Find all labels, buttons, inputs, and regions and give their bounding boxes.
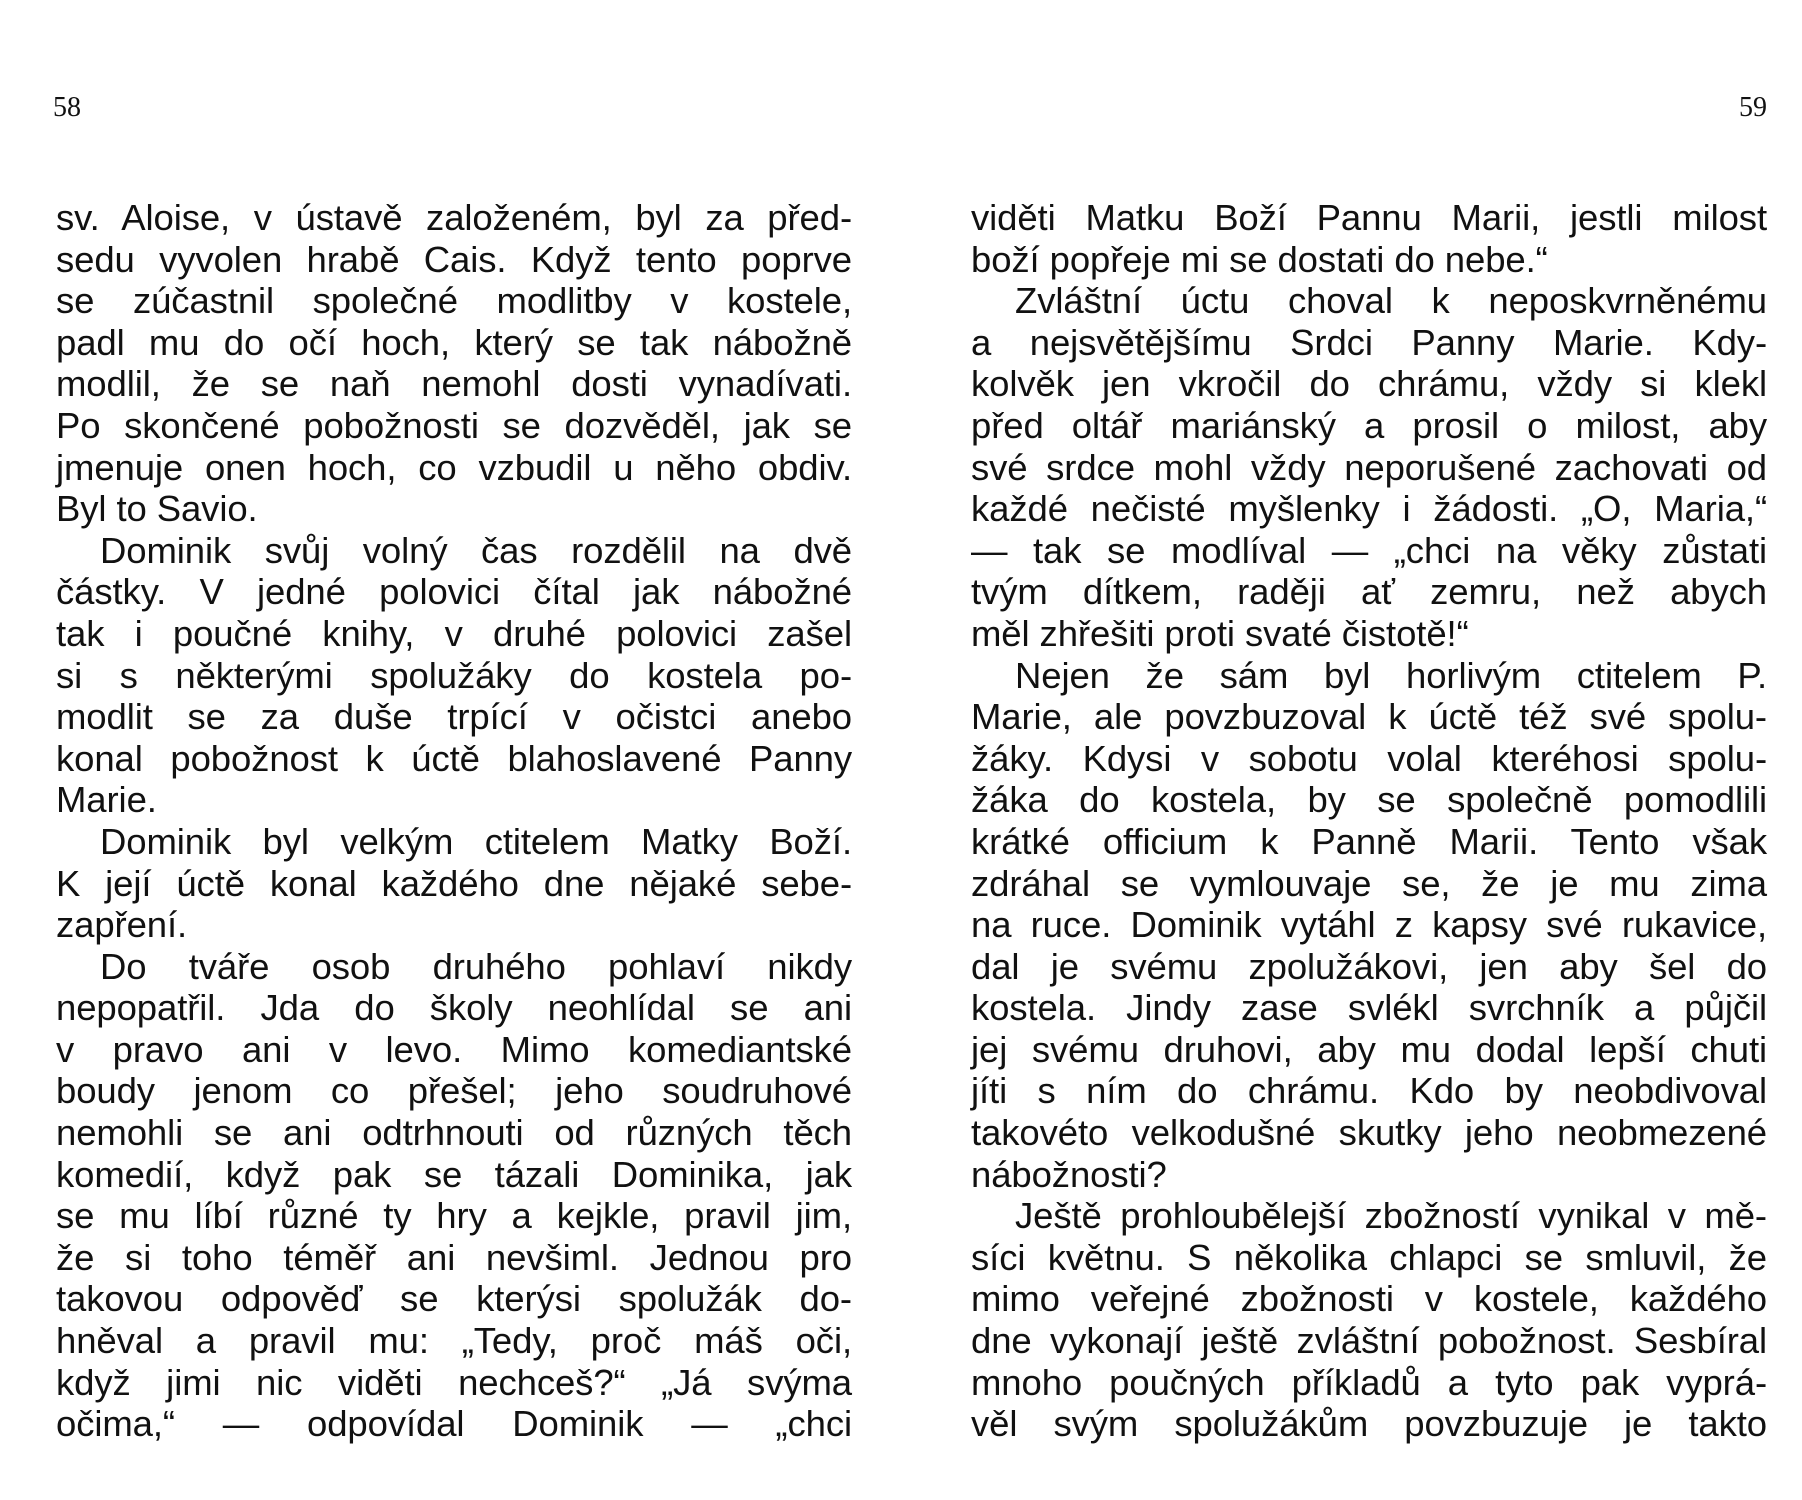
text-line: Dominik svůj volný čas rozdělil na dvě	[100, 529, 852, 571]
text-line: takovou odpověď se kterýsi spolužák do-	[56, 1278, 852, 1320]
text-line: Byl to Savio.	[56, 488, 258, 530]
text-line: krátké officium k Panně Marii. Tento však	[971, 820, 1767, 862]
text-line: — tak se modlíval — „chci na věky zůstati	[971, 529, 1767, 571]
text-line: padl mu do očí hoch, který se tak nábožně	[56, 321, 852, 363]
text-line: se zúčastnil společné modlitby v kostele,	[56, 280, 852, 322]
right-page-number: 59	[1739, 92, 1767, 123]
text-line: Marie, ale povzbuzoval k úctě též své spolu-	[971, 696, 1767, 738]
text-line: modlil, že se naň nemohl dosti vynadívati.	[56, 363, 852, 405]
text-line: Ještě prohloubělejší zbožností vynikal v mě-	[1015, 1195, 1767, 1237]
text-line: Marie.	[56, 779, 157, 821]
text-line: tak i poučné knihy, v druhé polovici zašel	[56, 612, 852, 654]
text-line: sedu vyvolen hrabě Cais. Když tento poprve	[56, 238, 852, 280]
text-line: žáka do kostela, by se společně pomodlili	[971, 779, 1767, 821]
text-line: očima,“ — odpovídal Dominik — „chci	[56, 1403, 852, 1445]
text-line: mnoho poučných příkladů a tyto pak vyprá-	[971, 1361, 1767, 1403]
text-line: jíti s ním do chrámu. Kdo by neobdivoval	[971, 1070, 1767, 1112]
left-page-number: 58	[53, 92, 81, 123]
text-line: Nejen že sám byl horlivým ctitelem P.	[1015, 654, 1767, 696]
text-line: své srdce mohl vždy neporušené zachovati od	[971, 446, 1767, 488]
text-line: komedií, když pak se tázali Dominika, jak	[56, 1153, 852, 1195]
text-line: hněval a pravil mu: „Tedy, proč máš oči,	[56, 1320, 852, 1362]
text-line: jmenuje onen hoch, co vzbudil u něho obdiv.	[56, 446, 852, 488]
text-line: modlit se za duše trpící v očistci anebo	[56, 696, 852, 738]
text-line: konal pobožnost k úctě blahoslavené Panny	[56, 737, 852, 779]
left-page-text	[56, 197, 852, 1445]
text-line: nábožnosti?	[971, 1153, 1167, 1195]
text-line: nepopatřil. Jda do školy neohlídal se ani	[56, 987, 852, 1029]
text-line: na ruce. Dominik vytáhl z kapsy své rukavice,	[971, 904, 1767, 946]
text-line: Zvláštní úctu choval k neposkvrněnému	[1015, 280, 1767, 322]
text-line: dne vykonají ještě zvláštní pobožnost. Sesbíral	[971, 1320, 1767, 1362]
text-line: nemohli se ani odtrhnouti od různých těch	[56, 1112, 852, 1154]
text-line: jej svému druhovi, aby mu dodal lepší chuti	[971, 1028, 1767, 1070]
text-line: a nejsvětějšímu Srdci Panny Marie. Kdy-	[971, 321, 1767, 363]
text-line: částky. V jedné polovici čítal jak nábožné	[56, 571, 852, 613]
text-line: když jimi nic viděti nechceš?“ „Já svýma	[56, 1361, 852, 1403]
text-line: Do tváře osob druhého pohlaví nikdy	[100, 945, 852, 987]
text-line: žáky. Kdysi v sobotu volal kteréhosi spolu-	[971, 737, 1767, 779]
text-line: mimo veřejné zbožnosti v kostele, každého	[971, 1278, 1767, 1320]
text-line: K její úctě konal každého dne nějaké sebe-	[56, 862, 852, 904]
text-line: dal je svému zpolužákovi, jen aby šel do	[971, 945, 1767, 987]
text-line: měl zhřešiti proti svaté čistotě!“	[971, 612, 1469, 654]
text-line: takovéto velkodušné skutky jeho neobmezené	[971, 1112, 1767, 1154]
text-line: zdráhal se vymlouvaje se, že je mu zima	[971, 862, 1767, 904]
text-line: sv. Aloise, v ústavě založeném, byl za před-	[56, 197, 852, 238]
text-line: Po skončené pobožnosti se dozvěděl, jak se	[56, 404, 852, 446]
text-line: se mu líbí různé ty hry a kejkle, pravil jim,	[56, 1195, 852, 1237]
text-line: v pravo ani v levo. Mimo komediantské	[56, 1028, 852, 1070]
text-line: si s některými spolužáky do kostela po-	[56, 654, 852, 696]
text-line: zapření.	[56, 904, 188, 946]
text-line: každé nečisté myšlenky i žádosti. „O, Maria,“	[971, 488, 1767, 530]
text-line: že si toho téměř ani nevšiml. Jednou pro	[56, 1236, 852, 1278]
text-line: tvým dítkem, raději ať zemru, než abych	[971, 571, 1767, 613]
text-line: viděti Matku Boží Pannu Marii, jestli milost	[971, 197, 1767, 238]
text-line: před oltář mariánský a prosil o milost, aby	[971, 404, 1767, 446]
text-line: boudy jenom co přešel; jeho soudruhové	[56, 1070, 852, 1112]
text-line: Dominik byl velkým ctitelem Matky Boží.	[100, 820, 852, 862]
text-line: věl svým spolužákům povzbuzuje je takto	[971, 1403, 1767, 1445]
text-line: boží popřeje mi se dostati do nebe.“	[971, 238, 1548, 280]
text-line: síci květnu. S několika chlapci se smluvil, že	[971, 1236, 1767, 1278]
text-line: kolvěk jen vkročil do chrámu, vždy si klekl	[971, 363, 1767, 405]
right-page-text	[971, 197, 1767, 1445]
text-line: kostela. Jindy zase svlékl svrchník a půjčil	[971, 987, 1767, 1029]
right-page	[901, 0, 1802, 1500]
